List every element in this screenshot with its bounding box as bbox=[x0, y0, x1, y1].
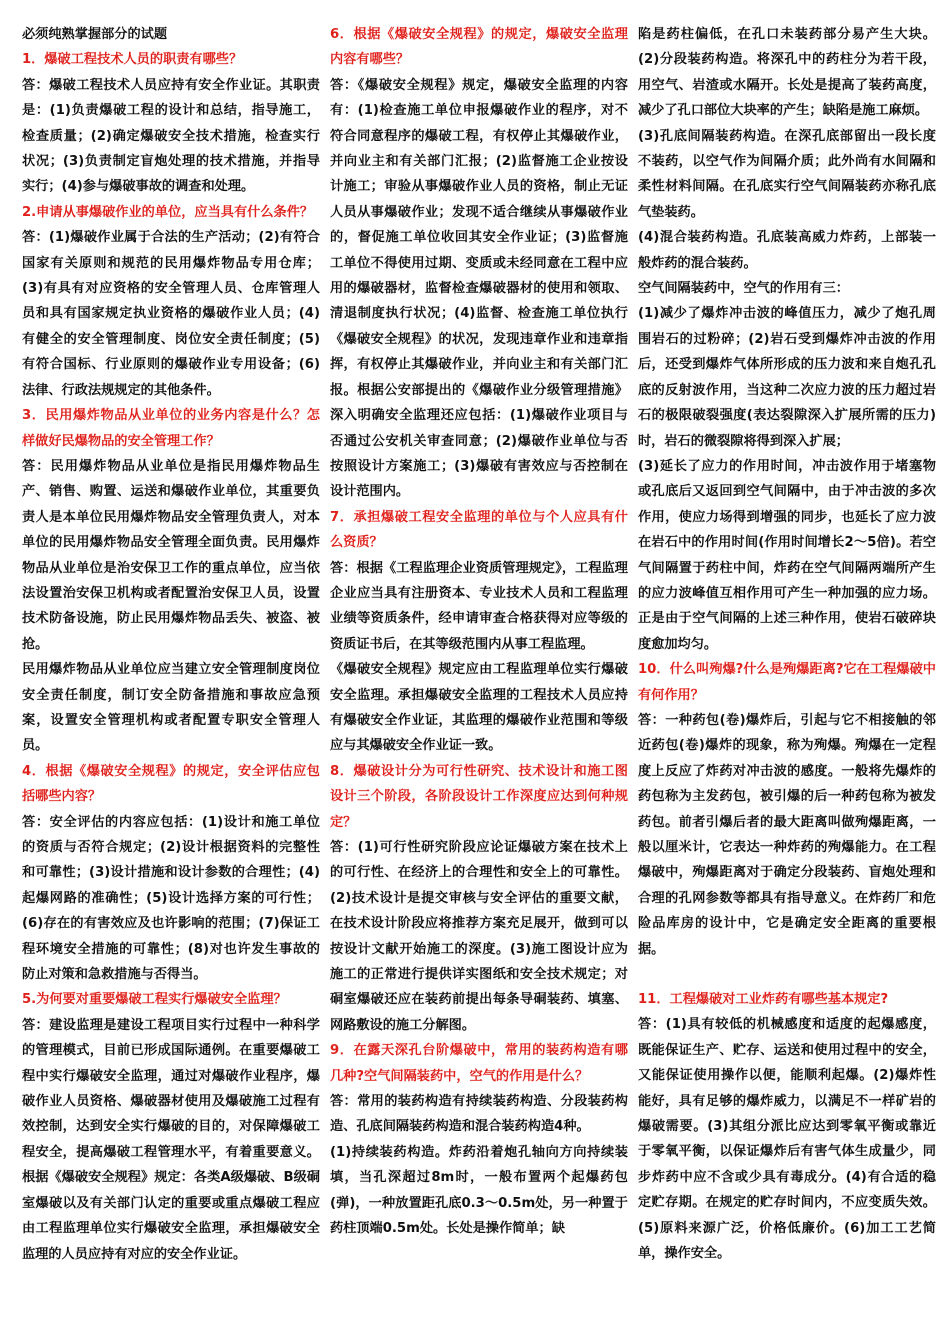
question-heading: 6．根据《爆破安全规程》的规定，爆破安全监理内容有哪些？ bbox=[330, 27, 628, 68]
question-heading: 9．在露天深孔台阶爆破中，常用的装药构造有哪几种?空气间隔装药中，空气的作用是什么？ bbox=[330, 1043, 628, 1084]
question-heading: 3．民用爆炸物品从业单位的业务内容是什么？怎样做好民爆物品的安全管理工作？ bbox=[22, 408, 320, 449]
question-heading: 8．爆破设计分为可行性研究、技术设计和施工图设计三个阶段，各阶段设计工作深度应达到何种规定？ bbox=[330, 763, 628, 830]
answer-paragraph: 《爆破安全规程》规定应由工程监理单位实行爆破安全监理。承担爆破安全监理的工程技术人员应持有爆破安全作业证，其监理的爆破作业范围和等级应与其爆破安全作业证一致。 bbox=[330, 662, 628, 754]
answer-paragraph: 答：《爆破安全规程》规定，爆破安全监理的内容有：(1)检查施工单位申报爆破作业的程序，对不符合同意程序的爆破工程，有权停止其爆破作业，并向业主和有关部门汇报；(2)监督施工企业按设计施工；审验从事爆破作业人员的资格，制止无证人员从事爆破作业；发现不适合继续从事爆破作业的，督促施工单位收回其安全作业证；(3)监督施工单位不得使用过期、变质或未经同意在工程中应用的爆破器材，监督检查爆破器材的使用和领取、清退制度执行状况；(4)监督、检查施工单位执行《爆破安全规程》的状况，发现违章作业和违章指挥，有权停止其爆破作业，并向业主和有关部门汇报。根据公安部提出的《爆破作业分级管理措施》深入明确安全监理还应包括：(1)爆破作业项目与否通过公安机关审查同意；(2)爆破作业单位与否按照设计方案施工；(3)爆破有害效应与否控制在设计范围内。 bbox=[330, 77, 628, 500]
answer-paragraph: 答：根据《工程监理企业资质管理规定》，工程监理企业应当具有注册资本、专业技术人员和工程监理业绩等资质条件，经申请审查合格获得对应等级的资质证书后，在其等级范围内从事工程监理。 bbox=[330, 560, 628, 652]
answer-paragraph: 答：爆破工程技术人员应持有安全作业证。其职责是：(1)负责爆破工程的设计和总结，指导施工，检查质量；(2)确定爆破安全技术措施，检查实行状况；(3)负责制定盲炮处理的技术措施，并指导实行；(4)参与爆破事故的调查和处理。 bbox=[22, 77, 320, 195]
answer-paragraph: (3)延长了应力的作用时间，冲击波作用于堵塞物或孔底后又返回到空气间隔中，由于冲击波的多次作用，使应力场得到增强的同步，也延长了应力波在岩石中的作用时间(作用时间增长2～5倍)。若空气间隔置于药柱中间，炸药在空气间隔两端所产生的应力波峰值互相作用可产生一种加强的应力场。正是由于空气间隔的上述三种作用，使岩石破碎块度愈加均匀。 bbox=[638, 458, 936, 652]
answer-paragraph: 答：(1)爆破作业属于合法的生产活动；(2)有符合国家有关原则和规范的民用爆炸物品专用仓库；(3)有具有对应资格的安全管理人员、仓库管理人员和具有国家规定执业资格的爆破作业人员；(4)有健全的安全管理制度、岗位安全责任制度；(5)有符合国标、行业原则的爆破作业专用设备；(6)法律、行政法规规定的其他条件。 bbox=[22, 230, 320, 398]
section-title: 必须纯熟掌握部分的试题 bbox=[22, 27, 168, 42]
answer-paragraph: 答：(1)可行性研究阶段应论证爆破方案在技术上的可行性、在经济上的合理性和安全上的可靠性。(2)技术设计是提交审核与安全评估的重要文献，在技术设计阶段应将推荐方案充足展开，做到可以按设计文献开始施工的深度。(3)施工图设计应为施工的正常进行提供详实图纸和安全技术规定；对硐室爆破还应在装药前提出每条导硐装药、填塞、网路敷设的施工分解图。 bbox=[330, 840, 628, 1033]
answer-paragraph: 陷是药柱偏低，在孔口未装药部分易产生大块。(2)分段装药构造。将深孔中的药柱分为若干段，用空气、岩渣或水隔开。长处是提高了装药高度，减少了孔口部位大块率的产生；缺陷是施工麻烦。 bbox=[638, 27, 936, 119]
answer-paragraph: 答：安全评估的内容应包括：(1)设计和施工单位的资质与否符合规定；(2)设计根据资料的完整性和可靠性；(3)设计措施和设计参数的合理性；(4)起爆网路的准确性；(5)设计选择方案的可行性；(6)存在的有害效应及也许影响的范围；(7)保证工程环境安全措施的可靠性；(8)对也许发生事故的防止对策和急救措施与否得当。 bbox=[22, 814, 320, 983]
question-heading: 10．什么叫殉爆?什么是殉爆距离?它在工程爆破中有何作用？ bbox=[638, 662, 936, 703]
question-heading: 11．工程爆破对工业炸药有哪些基本规定? bbox=[638, 992, 889, 1008]
answer-paragraph: (3)孔底间隔装药构造。在深孔底部留出一段长度不装药，以空气作为间隔介质；此外尚有水间隔和柔性材料间隔。在孔底实行空气间隔装药亦称孔底气垫装药。 bbox=[638, 128, 936, 220]
question-heading: 4．根据《爆破安全规程》的规定，安全评估应包括哪些内容？ bbox=[22, 763, 320, 805]
answer-paragraph: 答：民用爆炸物品从业单位是指民用爆炸物品生产、销售、购置、运送和爆破作业单位，其重要负责人是本单位民用爆炸物品安全管理负责人，对本单位的民用爆炸物品安全管理全面负责。民用爆炸物品从业单位是治安保卫工作的重点单位，应当依法设置治安保卫机构或者配置治安保卫人员，设置技术防备设施，防止民用爆炸物品丢失、被盗、被抢。 bbox=[22, 458, 320, 652]
column-left bbox=[22, 22, 320, 1344]
answer-paragraph: 答：(1)具有较低的机械感度和适度的起爆感度，既能保证生产、贮存、运送和使用过程中的安全，又能保证使用操作以便，能顺利起爆。(2)爆炸性能好，具有足够的爆炸威力，以满足不一样矿岩的爆破需要。(3)其组分派比应达到零氧平衡或靠近于零氧平衡，以保证爆炸后有害气体生成量少，同步炸药中应不含或少具有毒成分。(4)有合适的稳定贮存期。在规定的贮存时间内，不应变质失效。(5)原料来源广泛，价格低廉价。(6)加工工艺简单，操作安全。 bbox=[638, 1017, 936, 1262]
answer-paragraph: (1)持续装药构造。炸药沿着炮孔轴向方向持续装填，当孔深超过8m时，一般布置两个起爆药包(弹)，一种放置距孔底0.3～0.5m处，另一种置于药柱顶端0.5m处。长处是操作简单；缺 bbox=[330, 1144, 628, 1237]
answer-paragraph: 民用爆炸物品从业单位应当建立安全管理制度岗位安全责任制度，制订安全防备措施和事故应急预案，设置安全管理机构或者配置专职安全管理人员。 bbox=[22, 662, 320, 754]
column-right bbox=[638, 22, 936, 1344]
answer-paragraph: 答：一种药包(卷)爆炸后，引起与它不相接触的邻近药包(卷)爆炸的现象，称为殉爆。殉爆在一定程度上反应了炸药对冲击波的感度。一般将先爆炸的药包称为主发药包，被引爆的后一种药包称为被发药包。前者引爆后者的最大距离叫做殉爆距离，一般以厘米计，它表达一种炸药的殉爆能力。在工程爆破中，殉爆距离对于确定分段装药、盲炮处理和合理的孔网参数等都具有指导意义。在炸药厂和危险品库房的设计中，它是确定安全距离的重要根据。 bbox=[638, 712, 936, 957]
question-heading: 7．承担爆破工程安全监理的单位与个人应具有什么资质？ bbox=[330, 509, 628, 551]
answer-paragraph: 答：常用的装药构造有持续装药构造、分段装药构造、孔底间隔装药构造和混合装药构造4种。 bbox=[330, 1094, 628, 1135]
answer-paragraph: 空气间隔装药中，空气的作用有三： bbox=[638, 281, 849, 297]
column-middle bbox=[330, 22, 628, 1344]
question-heading: 1．爆破工程技术人员的职责有哪些？ bbox=[22, 52, 243, 68]
answer-paragraph: (1)减少了爆炸冲击波的峰值压力，减少了炮孔周围岩石的过粉碎；(2)岩石受到爆炸冲击波的作用后，还受到爆炸气体所形成的压力波和来自炮孔孔底的反射波作用，当这种二次应力波的压力超过岩石的极限破裂强度(表达裂隙深入扩展所需的压力)时，岩石的微裂隙将得到深入扩展； bbox=[638, 306, 936, 449]
spacer bbox=[638, 962, 936, 987]
answer-paragraph: 答：建设监理是建设工程项目实行过程中一种科学的管理模式，目前已形成国际通例。在重要爆破工程中实行爆破安全监理，通过对爆破作业程序，爆破作业人员资格、爆破器材使用及爆破施工过程有效控制，达到安全实行爆破的目的，对保障爆破工程安全，提高爆破工程管理水平，有着重要意义。根据《爆破安全规程》规定：各类A级爆破、B级硐室爆破以及有关部门认定的重要或重点爆破工程应由工程监理单位实行爆破安全监理，承担爆破安全监理的人员应持有对应的安全作业证。 bbox=[22, 1017, 320, 1262]
question-heading: 2.申请从事爆破作业的单位，应当具有什么条件？ bbox=[22, 204, 314, 220]
answer-paragraph: (4)混合装药构造。孔底装高威力炸药，上部装一般炸药的混合装药。 bbox=[638, 230, 936, 271]
question-heading: 5.为何要对重要爆破工程实行爆破安全监理？ bbox=[22, 992, 287, 1008]
